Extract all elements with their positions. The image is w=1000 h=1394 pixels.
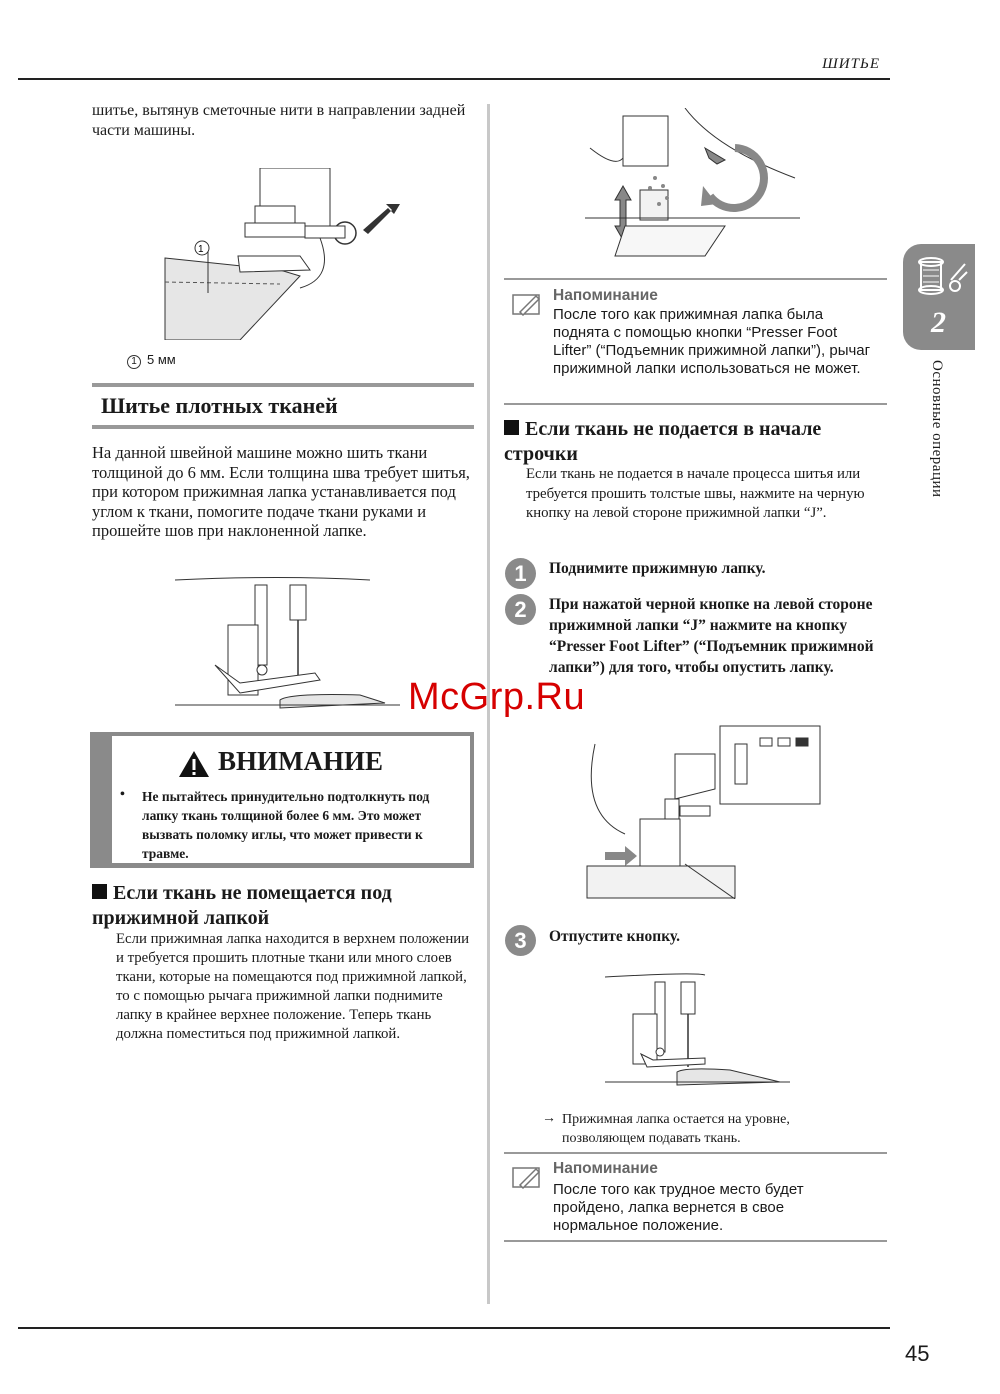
step-text: Поднимите прижимную лапку.: [549, 560, 766, 577]
square-bullet-icon: [92, 884, 107, 899]
chapter-title: Основные операции: [929, 360, 945, 498]
note-title: Напоминание: [553, 287, 658, 304]
caption-text: 5 мм: [147, 352, 176, 367]
subsection-heading-text: Если ткань не подается в начале строчки: [504, 418, 822, 465]
watermark: McGrp.Ru: [408, 676, 586, 718]
square-bullet-icon: [504, 420, 519, 435]
subsection-heading-presser: [92, 880, 472, 930]
subsection-paragraph-feed: Если ткань не подается в начале процесса шитья или требуется прошить толстые швы, нажмите на черную кнопку на левой стороне прижимной лапки “J”.: [526, 466, 865, 521]
figure-lifter-illustration: [585, 108, 805, 258]
warning-inner: [112, 736, 470, 863]
note-rule-bottom: [504, 403, 887, 405]
figure-released-foot-illustration: [605, 972, 790, 1090]
caption-number: 1: [127, 355, 141, 369]
page-number: 45: [905, 1341, 930, 1366]
heavy-fabric-paragraph: На данной швейной машине можно шить ткани толщиной до 6 мм. Если толщина шва требует шитья, при котором прижимная лапка устанавливается под углом к ткани, помогите подаче ткани руками и прошейте шов при наклоненной лапке.: [92, 443, 470, 540]
note-rule-top: [504, 278, 887, 280]
step-number: 2: [505, 594, 536, 625]
step-text: Отпустите кнопку.: [549, 928, 680, 945]
intro-paragraph: шитье, вытянув сметочные нити в направлении задней части машины.: [92, 102, 466, 139]
warning-bullet: •: [120, 787, 125, 802]
subsection-heading-feed: [504, 416, 884, 466]
subsection-paragraph-presser: Если прижимная лапка находится в верхнем положении и требуется прошить плотные ткани или много слоев ткани, которые на помещаются под прижимной лапкой, то с помощью рычага прижимной лапки поднимите лапку в крайнее верхнее положение. Теперь ткань должна поместиться под прижимной лапкой.: [116, 931, 470, 1042]
thread-spool-icon: [911, 252, 969, 302]
note-title: Напоминание: [553, 1160, 658, 1177]
figure-button-press-illustration: [575, 724, 825, 899]
figure-basting-illustration: [160, 168, 410, 340]
note-rule-bottom: [504, 1240, 887, 1242]
chapter-tab: [903, 244, 975, 350]
step-number: 1: [505, 558, 536, 589]
note-text: После того как трудное место будет пройдено, лапка вернется в свое нормальное положение.: [553, 1181, 804, 1234]
warning-icon: [178, 750, 210, 778]
step-number: 3: [505, 925, 536, 956]
warning-text: Не пытайтесь принудительно подтолкнуть под лапку ткань толщиной более 6 мм. Это может вызвать поломку иглы, что может привести к травме.: [142, 789, 430, 861]
figure-caption: [127, 352, 176, 369]
header-rule: [18, 78, 890, 80]
warning-title: ВНИМАНИЕ: [218, 746, 384, 776]
heading-bar: [92, 383, 474, 387]
figure-callout: 1: [198, 244, 204, 255]
memo-pencil-icon: [512, 1165, 542, 1189]
note-text: После того как прижимная лапка была поднята с помощью кнопки “Presser Foot Lifter” (“Подъемник прижимной лапки”), рычаг прижимной лапки использоваться не может.: [553, 306, 871, 377]
running-header: ШИТЬЕ: [822, 56, 880, 72]
step-text: При нажатой черной кнопке на левой стороне прижимной лапки “J” нажмите на кнопку “Presser Foot Lifter” (“Подъемник прижимной лапки”) для того, чтобы опустить лапку.: [549, 596, 874, 676]
heading-bar-bottom: [92, 425, 474, 429]
result-text: Прижимная лапка остается на уровне, позволяющем подавать ткань.: [562, 1112, 790, 1146]
note-rule-top: [504, 1152, 887, 1154]
figure-thick-seam-illustration: [170, 575, 400, 715]
memo-pencil-icon: [512, 292, 542, 316]
subsection-heading-text: Если ткань не помещается под прижимной лапкой: [92, 882, 392, 929]
chapter-number: 2: [931, 306, 946, 339]
warning-box: [90, 732, 474, 868]
footer-rule: [18, 1327, 890, 1329]
result-arrow: →: [542, 1111, 556, 1126]
section-heading: Шитье плотных тканей: [101, 393, 338, 418]
